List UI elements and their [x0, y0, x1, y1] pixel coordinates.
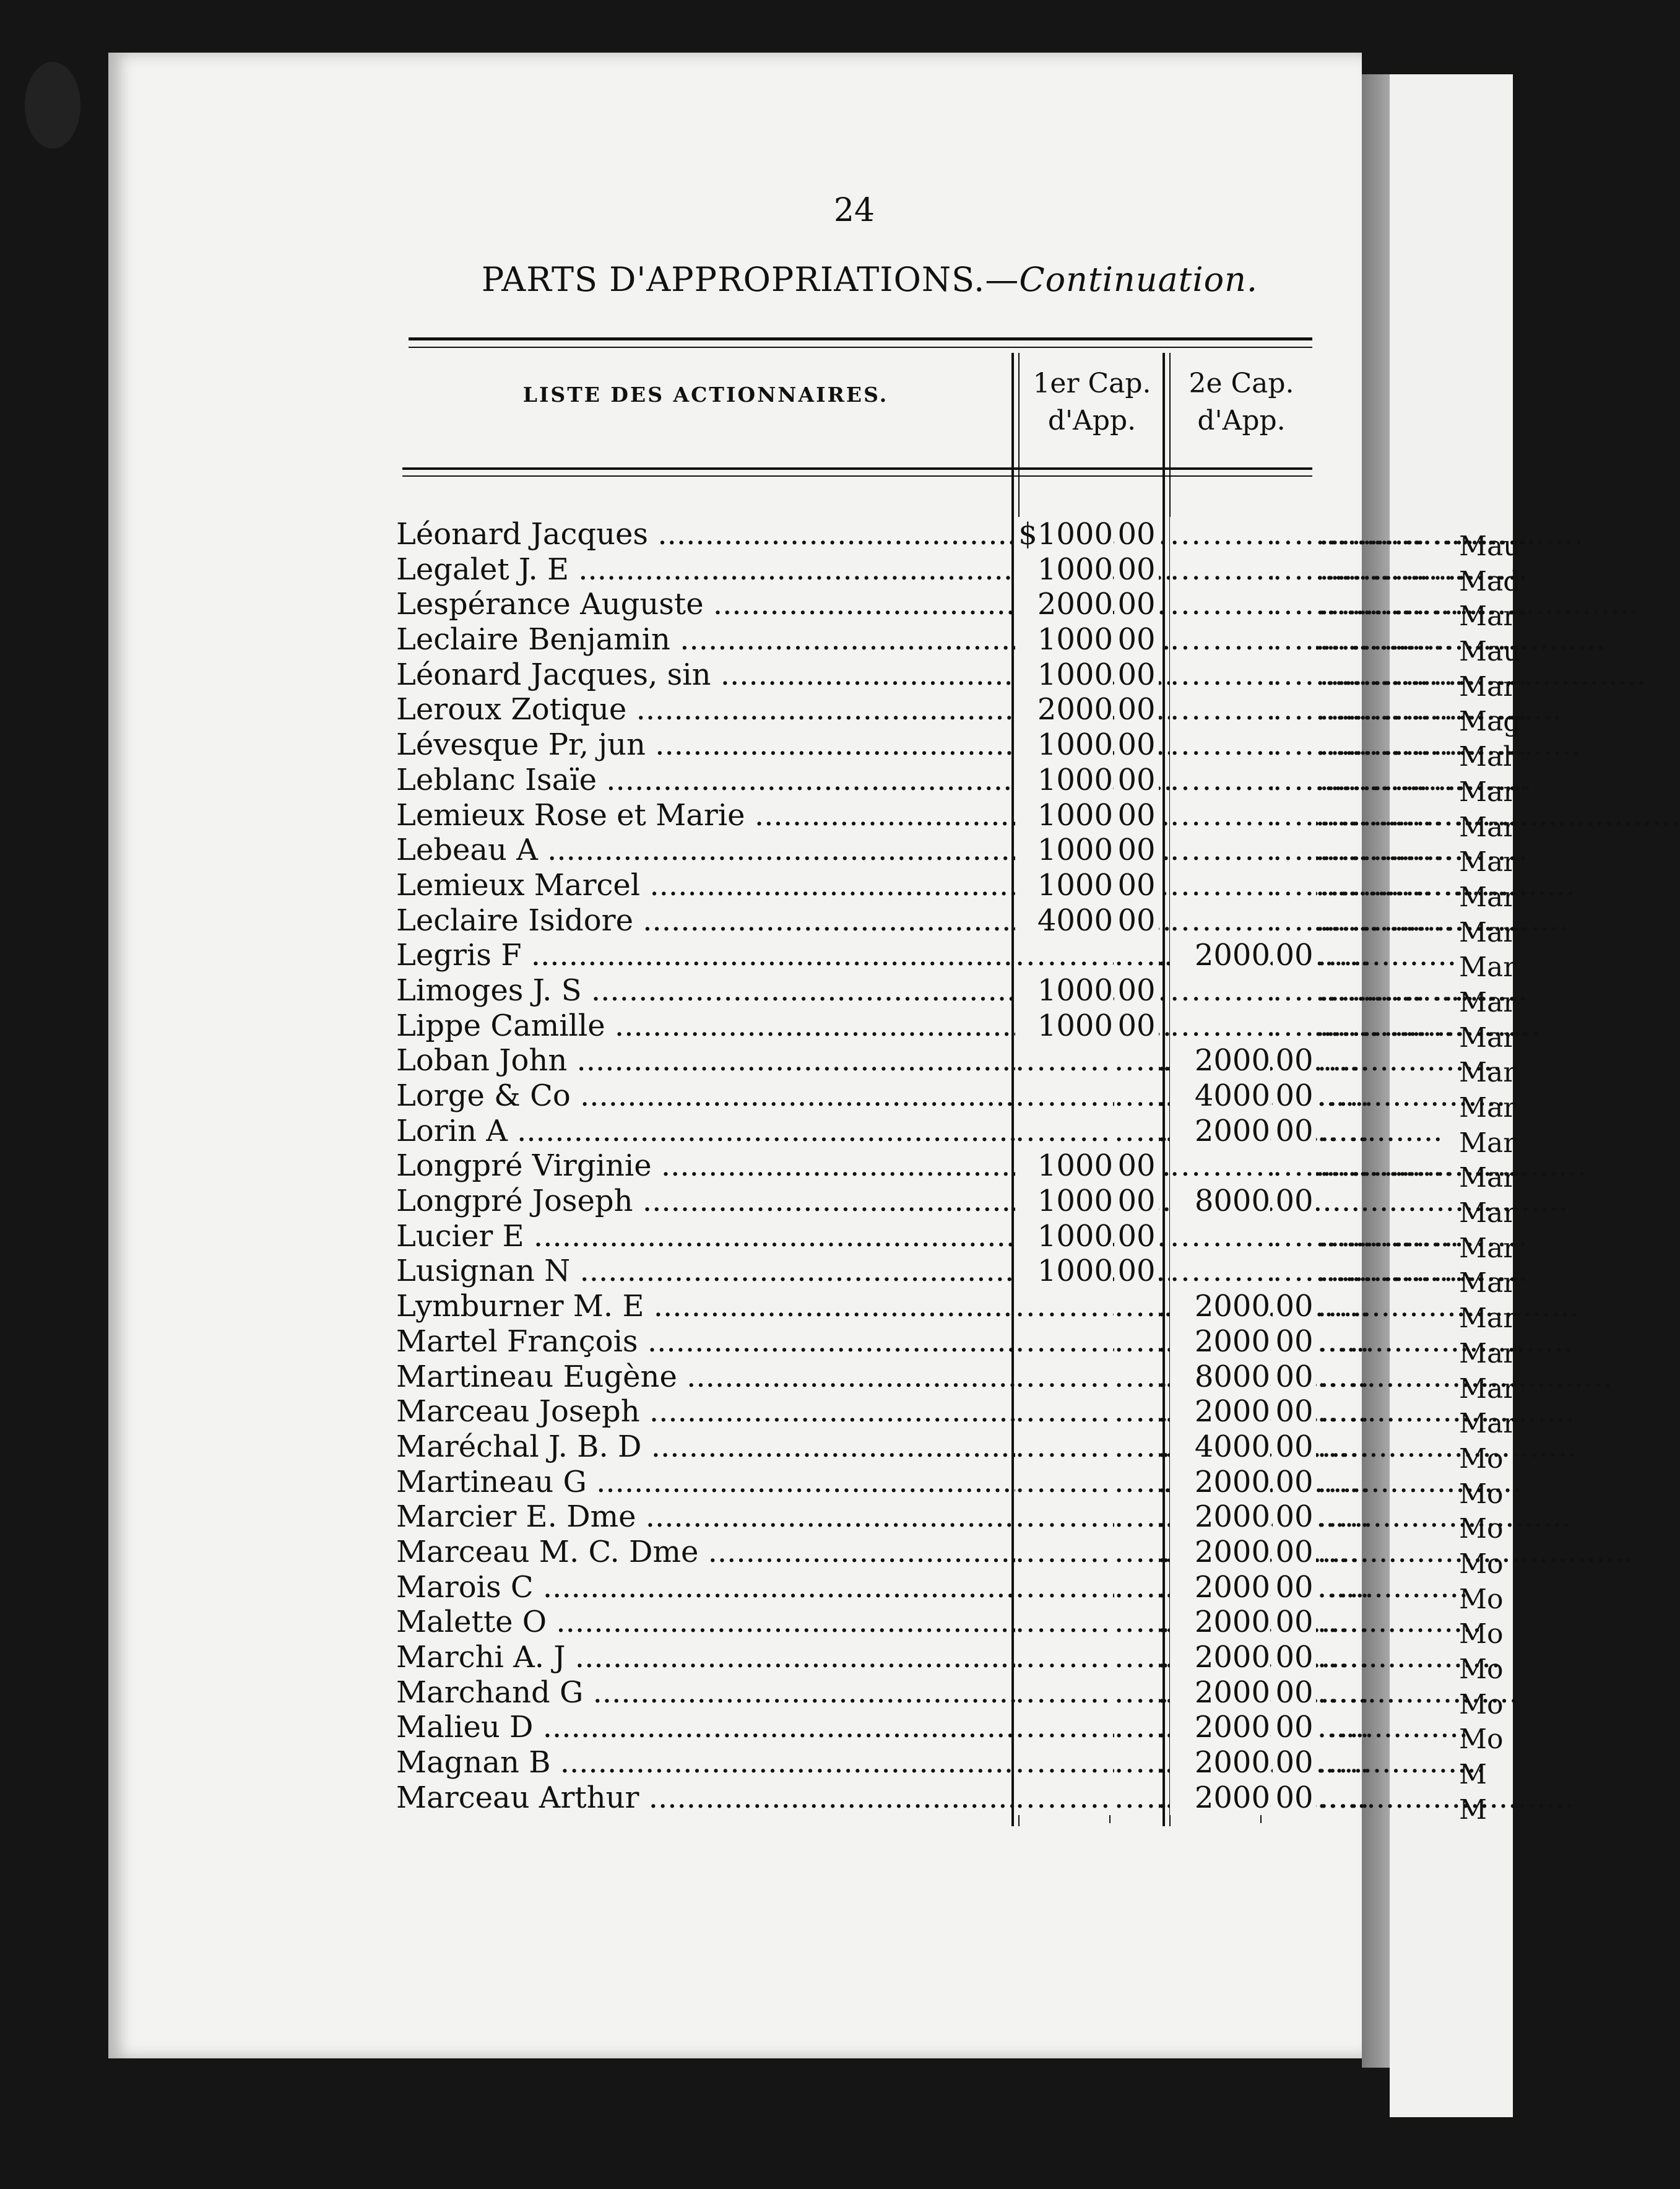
col1-amount: 1000	[1015, 1008, 1113, 1044]
col1-cents	[1114, 1078, 1159, 1114]
col1-amount: 2000	[1015, 587, 1113, 622]
col1-cents: 00	[1114, 587, 1159, 622]
right-page-entry: Mar	[1459, 1337, 1517, 1369]
table-row	[384, 798, 1312, 833]
col2-amount	[1170, 1254, 1270, 1289]
shareholder-name: Lorin A	[396, 1113, 508, 1148]
col2-cents: 00	[1273, 1289, 1316, 1324]
col2-cents	[1273, 1219, 1316, 1254]
col2-amount: 2000	[1170, 1780, 1270, 1816]
table-row	[384, 1429, 1312, 1465]
right-page-entry: M	[1459, 1793, 1487, 1826]
table-row	[384, 517, 1312, 552]
col1-amount: 1000	[1015, 622, 1113, 657]
table-row	[384, 1114, 1312, 1149]
col2-amount	[1170, 868, 1270, 903]
col1-amount	[1015, 1394, 1113, 1429]
col1-cents	[1114, 1710, 1159, 1745]
col1-cents: 00	[1114, 1008, 1159, 1044]
shareholder-name: Malette O	[396, 1605, 547, 1640]
col1-cents	[1114, 1465, 1159, 1500]
page-title	[458, 260, 1281, 299]
right-page-entry: Mar	[1459, 1127, 1517, 1159]
col1-amount: 1000	[1015, 833, 1113, 868]
table-row	[384, 1570, 1312, 1605]
col1-amount: 1000	[1015, 798, 1113, 833]
col1-cents	[1114, 1535, 1159, 1570]
col1-amount: 1000	[1015, 1219, 1113, 1254]
col1-amount	[1015, 1465, 1113, 1500]
col2-amount: 2000	[1170, 1745, 1270, 1780]
col2-amount: 2000	[1170, 1465, 1270, 1500]
right-page-entry: Mar	[1459, 1057, 1517, 1089]
shareholder-name: Longpré Joseph	[396, 1184, 633, 1219]
col2-cents	[1273, 763, 1316, 798]
col2-cents	[1273, 517, 1316, 552]
col2-amount: 2000	[1170, 1605, 1270, 1640]
header-bottom-rule-thin	[402, 475, 1312, 477]
col1-header-line2: d'App.	[1047, 405, 1137, 436]
shareholder-name: Legalet J. E	[396, 552, 569, 587]
scan-artifact	[25, 62, 80, 149]
col2-amount	[1170, 622, 1270, 657]
col2-amount: 2000	[1170, 938, 1270, 973]
table-row	[384, 1008, 1312, 1044]
col2-cents: 00	[1273, 1640, 1316, 1675]
col1-cents	[1114, 1745, 1159, 1780]
col2-amount	[1170, 657, 1270, 693]
table-row	[384, 973, 1312, 1008]
right-page-entry: Mar	[1459, 1092, 1517, 1124]
col1-amount: $1000	[1015, 517, 1113, 552]
col2-amount: 2000	[1170, 1535, 1270, 1570]
shareholder-name: Loban John	[396, 1043, 568, 1078]
shareholder-name: Lebeau A	[396, 833, 538, 868]
col1-amount: 4000	[1015, 903, 1113, 938]
col1-cents	[1114, 1570, 1159, 1605]
table-row	[384, 833, 1312, 868]
shareholder-name: Malieu D	[396, 1710, 534, 1745]
col2-amount	[1170, 692, 1270, 727]
table-row	[384, 1465, 1312, 1500]
table-row	[384, 1043, 1312, 1078]
table-row	[384, 1499, 1312, 1535]
col2-cents: 00	[1273, 1359, 1316, 1395]
shareholder-name: Lucier E	[396, 1218, 524, 1254]
col1-amount	[1015, 1570, 1113, 1605]
col2-cents	[1273, 657, 1316, 693]
col1-cents: 00	[1114, 517, 1159, 552]
col1-cents: 00	[1114, 692, 1159, 727]
table-row	[384, 1184, 1312, 1219]
shareholder-name: Léonard Jacques	[396, 517, 649, 552]
col2-amount	[1170, 1148, 1270, 1184]
col1-amount: 1000	[1015, 973, 1113, 1008]
shareholder-name: Marceau M. C. Dme	[396, 1534, 699, 1569]
col2-cents	[1273, 798, 1316, 833]
col2-cents: 00	[1273, 1710, 1316, 1745]
col2-amount: 4000	[1170, 1078, 1270, 1114]
col1-amount	[1015, 1780, 1113, 1816]
table-row	[384, 1780, 1312, 1816]
col2-cents: 00	[1273, 1324, 1316, 1359]
shareholder-name: Martineau G	[396, 1464, 587, 1499]
table-row	[384, 587, 1312, 622]
col1-cents: 00	[1114, 1184, 1159, 1219]
col2-cents: 00	[1273, 1184, 1316, 1219]
right-page-entry: Mo	[1459, 1548, 1504, 1580]
col1-cents: 00	[1114, 657, 1159, 693]
col2-cents: 00	[1273, 1429, 1316, 1465]
col1-amount	[1015, 1499, 1113, 1535]
col2-cents: 00	[1273, 1465, 1316, 1500]
right-page-entry: Mar	[1459, 1197, 1517, 1229]
right-page-entry: M	[1459, 1759, 1487, 1791]
shareholder-name: Lemieux Marcel	[396, 867, 641, 903]
table-row	[384, 1605, 1312, 1640]
col1-amount	[1015, 1640, 1113, 1675]
shareholder-name: Marceau Joseph	[396, 1394, 640, 1429]
shareholder-name: Maréchal J. B. D	[396, 1429, 642, 1464]
col2-amount: 4000	[1170, 1429, 1270, 1465]
right-page-entry: Mo	[1459, 1442, 1504, 1475]
col2-amount	[1170, 973, 1270, 1008]
col1-amount: 2000	[1015, 692, 1113, 727]
column-header-col2	[1172, 365, 1311, 440]
col2-cents: 00	[1273, 1078, 1316, 1114]
right-page-entry: Mo	[1459, 1654, 1504, 1685]
shareholder-name: Longpré Virginie	[396, 1148, 652, 1184]
table-row	[384, 938, 1312, 973]
col2-amount: 2000	[1170, 1043, 1270, 1078]
col1-amount	[1015, 938, 1113, 973]
shareholder-name: Leroux Zotique	[396, 692, 627, 727]
right-page-entry: Mar	[1459, 1408, 1517, 1440]
col1-cents	[1114, 1289, 1159, 1324]
col2-cents	[1273, 1148, 1316, 1184]
col2-amount	[1170, 727, 1270, 763]
col2-amount: 2000	[1170, 1394, 1270, 1429]
shareholder-name: Leclaire Benjamin	[396, 622, 670, 657]
shareholder-name: Magnan B	[396, 1745, 551, 1780]
table-row	[384, 903, 1312, 938]
shareholder-name: Lusignan N	[396, 1254, 571, 1289]
col2-cents	[1273, 1254, 1316, 1289]
col2-cents: 00	[1273, 1499, 1316, 1535]
col2-cents: 00	[1273, 1394, 1316, 1429]
col1-cents: 00	[1114, 798, 1159, 833]
col1-amount	[1015, 1114, 1113, 1149]
col2-cents: 00	[1273, 1605, 1316, 1640]
table-row	[384, 868, 1312, 903]
col2-cents: 00	[1273, 1745, 1316, 1780]
col1-cents: 00	[1114, 622, 1159, 657]
col2-amount: 2000	[1170, 1570, 1270, 1605]
col1-amount	[1015, 1675, 1113, 1710]
col2-amount: 2000	[1170, 1289, 1270, 1324]
col2-cents: 00	[1273, 1114, 1316, 1149]
table-row	[384, 552, 1312, 587]
col2-amount	[1170, 517, 1270, 552]
col2-cents: 00	[1273, 1780, 1316, 1816]
col1-cents	[1114, 1324, 1159, 1359]
header-bottom-rule	[402, 467, 1312, 470]
col2-cents: 00	[1273, 1043, 1316, 1078]
page-number: 24	[833, 192, 875, 229]
col1-amount: 1000	[1015, 868, 1113, 903]
col1-amount: 1000	[1015, 1184, 1113, 1219]
right-page-entry: Mo	[1459, 1618, 1504, 1650]
table-row	[384, 1640, 1312, 1675]
table-row	[384, 1710, 1312, 1745]
col1-amount: 1000	[1015, 727, 1113, 763]
shareholder-name: Lippe Camille	[396, 1008, 605, 1043]
page-title-continuation: Continuation.	[1019, 260, 1258, 299]
col1-cents	[1114, 1780, 1159, 1816]
col1-amount: 1000	[1015, 1148, 1113, 1184]
table-row	[384, 622, 1312, 657]
table-row	[384, 1359, 1312, 1395]
col1-cents: 00	[1114, 763, 1159, 798]
col2-cents: 00	[1273, 1675, 1316, 1710]
col1-cents	[1114, 1359, 1159, 1395]
col2-amount: 2000	[1170, 1640, 1270, 1675]
shareholder-name: Lévesque Pr, jun	[396, 727, 646, 763]
col2-amount	[1170, 552, 1270, 587]
col2-amount: 8000	[1170, 1359, 1270, 1395]
col2-cents	[1273, 868, 1316, 903]
shareholder-name: Martineau Eugène	[396, 1359, 677, 1394]
col2-amount	[1170, 1219, 1270, 1254]
col1-cents	[1114, 1499, 1159, 1535]
col1-cents: 00	[1114, 833, 1159, 868]
col2-header-line1: 2e Cap.	[1189, 368, 1294, 399]
col2-cents: 00	[1273, 938, 1316, 973]
shareholder-name: Marchi A. J	[396, 1640, 566, 1675]
right-page-entry: Mo	[1459, 1513, 1504, 1545]
shareholder-name: Marchand G	[396, 1675, 584, 1710]
col1-cents	[1114, 1640, 1159, 1675]
shareholder-name: Léonard Jacques, sin	[396, 657, 711, 692]
col1-cents	[1114, 1675, 1159, 1710]
col1-cents: 00	[1114, 552, 1159, 587]
table-row	[384, 727, 1312, 763]
col2-amount: 2000	[1170, 1675, 1270, 1710]
col2-cents	[1273, 1008, 1316, 1044]
col1-amount	[1015, 1605, 1113, 1640]
col2-cents: 00	[1273, 1535, 1316, 1570]
table-row	[384, 1078, 1312, 1114]
col1-amount: 1000	[1015, 763, 1113, 798]
col1-amount	[1015, 1535, 1113, 1570]
col2-cents	[1273, 833, 1316, 868]
shareholder-table	[384, 517, 1312, 1815]
col1-cents	[1114, 1605, 1159, 1640]
table-row	[384, 1394, 1312, 1429]
col2-amount	[1170, 587, 1270, 622]
col1-header-line1: 1er Cap.	[1033, 368, 1151, 399]
shareholder-name: Leblanc Isaïe	[396, 762, 597, 797]
col2-amount: 8000	[1170, 1184, 1270, 1219]
col1-cents: 00	[1114, 1148, 1159, 1184]
col2-cents	[1273, 622, 1316, 657]
col1-cents	[1114, 1043, 1159, 1078]
shareholder-name: Lespérance Auguste	[396, 587, 704, 622]
col1-amount	[1015, 1429, 1113, 1465]
col1-amount: 1000	[1015, 552, 1113, 587]
right-page-entry: Mo	[1459, 1723, 1504, 1756]
col2-amount	[1170, 798, 1270, 833]
right-page-entry: Mo	[1459, 1478, 1504, 1510]
col1-cents	[1114, 1394, 1159, 1429]
shareholder-name: Lymburner M. E	[396, 1289, 644, 1324]
col2-cents	[1273, 587, 1316, 622]
col1-amount	[1015, 1710, 1113, 1745]
shareholder-name: Lemieux Rose et Marie	[396, 797, 745, 833]
table-row	[384, 1675, 1312, 1710]
col1-cents: 00	[1114, 973, 1159, 1008]
table-row	[384, 1535, 1312, 1570]
col1-amount	[1015, 1324, 1113, 1359]
col1-amount	[1015, 1745, 1113, 1780]
top-rule-thick	[409, 337, 1312, 340]
col2-amount: 2000	[1170, 1114, 1270, 1149]
table-row	[384, 1254, 1312, 1289]
col2-cents	[1273, 727, 1316, 763]
shareholder-name: Legris F	[396, 938, 522, 973]
table-row	[384, 1289, 1312, 1324]
table-row	[384, 1324, 1312, 1359]
col1-amount: 1000	[1015, 657, 1113, 693]
col2-amount	[1170, 833, 1270, 868]
col2-amount: 2000	[1170, 1499, 1270, 1535]
col1-cents	[1114, 1114, 1159, 1149]
table-row	[384, 692, 1312, 727]
table-row	[384, 1745, 1312, 1780]
shareholder-name: Marcier E. Dme	[396, 1499, 636, 1535]
column-header-col1	[1021, 365, 1163, 440]
col2-cents	[1273, 973, 1316, 1008]
column-header-shareholders: LISTE DES ACTIONNAIRES.	[522, 383, 889, 407]
col2-amount: 2000	[1170, 1710, 1270, 1745]
shareholder-name: Leclaire Isidore	[396, 903, 634, 938]
col2-amount	[1170, 903, 1270, 938]
col2-cents	[1273, 552, 1316, 587]
col1-amount	[1015, 1359, 1113, 1395]
col2-amount	[1170, 763, 1270, 798]
col2-amount	[1170, 1008, 1270, 1044]
shareholder-name: Martel François	[396, 1324, 638, 1359]
col1-amount	[1015, 1289, 1113, 1324]
col1-cents: 00	[1114, 1219, 1159, 1254]
col1-cents: 00	[1114, 1254, 1159, 1289]
right-page-entry: Mar	[1459, 951, 1517, 984]
right-page-entry: Mo	[1459, 1583, 1504, 1615]
table-row	[384, 657, 1312, 693]
table-row	[384, 763, 1312, 798]
top-rule-thin	[409, 347, 1312, 348]
col2-cents: 00	[1273, 1570, 1316, 1605]
table-row	[384, 1148, 1312, 1184]
col2-cents	[1273, 692, 1316, 727]
table-row	[384, 1219, 1312, 1254]
right-page-entry: Mar	[1459, 1372, 1517, 1405]
shareholder-name: Marois C	[396, 1569, 534, 1605]
shareholder-name: Limoges J. S	[396, 973, 582, 1008]
col1-cents: 00	[1114, 868, 1159, 903]
col1-cents	[1114, 938, 1159, 973]
col2-header-line2: d'App.	[1197, 405, 1286, 436]
col2-cents	[1273, 903, 1316, 938]
right-page-entry: Mo	[1459, 1688, 1504, 1720]
col1-amount	[1015, 1043, 1113, 1078]
shareholder-name: Marceau Arthur	[396, 1780, 639, 1815]
col1-cents	[1114, 1429, 1159, 1465]
page-title-main: PARTS D'APPROPRIATIONS.—	[481, 260, 1020, 299]
col1-amount	[1015, 1078, 1113, 1114]
col1-amount: 1000	[1015, 1254, 1113, 1289]
col2-amount: 2000	[1170, 1324, 1270, 1359]
shareholder-name: Lorge & Co	[396, 1078, 571, 1113]
right-page-entry: Mar	[1459, 1303, 1517, 1335]
col1-cents: 00	[1114, 903, 1159, 938]
col1-cents: 00	[1114, 727, 1159, 763]
